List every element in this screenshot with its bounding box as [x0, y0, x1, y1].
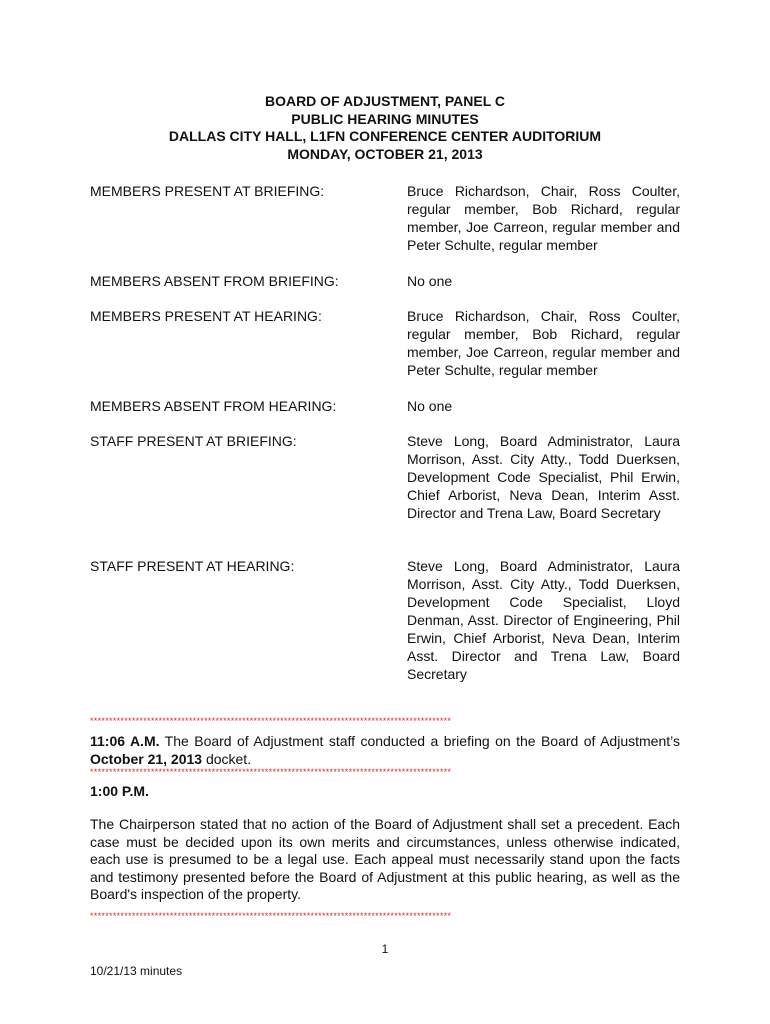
page-number: 1 — [381, 942, 389, 956]
briefing-paragraph — [90, 733, 680, 768]
attendance-value: Steve Long, Board Administrator, Laura Morrison, Asst. City Atty., Todd Duerksen, Development Code Specialist, Phil Erwin, Chief Arborist, Neva Dean, Interim Asst. Director and Trena Law, Board Secretary — [407, 433, 680, 521]
briefing-time: 11:06 A.M. — [90, 733, 160, 749]
separator-line: *********************************************************************************************** — [90, 716, 452, 726]
document-header — [90, 93, 680, 163]
header-date: MONDAY, OCTOBER 21, 2013 — [287, 145, 483, 162]
attendance-label: MEMBERS PRESENT AT BRIEFING: — [90, 183, 325, 199]
header-location: DALLAS CITY HALL, L1FN CONFERENCE CENTER AUDITORIUM — [168, 128, 602, 144]
attendance-label: MEMBERS ABSENT FROM HEARING: — [90, 398, 337, 414]
header-title: BOARD OF ADJUSTMENT, PANEL C — [264, 93, 506, 109]
hearing-statement: The Chairperson stated that no action of the Board of Adjustment shall set a precedent. Each case must be decided upon its own merits and circumstances, unless otherwise indicated, each use is presumed to be a legal use. Each appeal must necessarily stand upon the facts and testimony presented before the Board of Adjustment at this public hearing, as well as the Board's inspection of the property. — [90, 816, 680, 902]
footer-text: 10/21/13 minutes — [90, 964, 183, 978]
attendance-value: Bruce Richardson, Chair, Ross Coulter, regular member, Bob Richard, regular member, Joe Carreon, regular member and Peter Schulte, regular member — [407, 308, 680, 378]
header-subtitle: PUBLIC HEARING MINUTES — [291, 110, 479, 127]
attendance-value: No one — [407, 273, 453, 289]
attendance-label: MEMBERS ABSENT FROM BRIEFING: — [90, 273, 339, 289]
hearing-time: 1:00 P.M. — [90, 783, 149, 799]
attendance-value: Bruce Richardson, Chair, Ross Coulter, regular member, Bob Richard, regular member, Joe Carreon, regular member and Peter Schulte, regular member — [407, 183, 680, 253]
attendance-value: Steve Long, Board Administrator, Laura Morrison, Asst. City Atty., Todd Duerksen, Development Code Specialist, Lloyd Denman, Asst. Director of Engineering, Phil Erwin, Chief Arborist, Neva Dean, Interim Asst. Director and Trena Law, Board Secretary — [407, 558, 680, 682]
briefing-text: The Board of Adjustment staff conducted a briefing on the Board of Adjustment’s — [159, 733, 680, 749]
attendance-label: STAFF PRESENT AT HEARING: — [90, 558, 295, 574]
attendance-label: STAFF PRESENT AT BRIEFING: — [90, 433, 297, 449]
attendance-value: No one — [407, 398, 453, 414]
briefing-text-end: docket. — [202, 750, 252, 767]
attendance-label: MEMBERS PRESENT AT HEARING: — [90, 308, 322, 324]
briefing-date: October 21, 2013 — [90, 750, 203, 767]
separator-line: *********************************************************************************************** — [90, 767, 452, 777]
separator-line: *********************************************************************************************** — [90, 911, 452, 921]
